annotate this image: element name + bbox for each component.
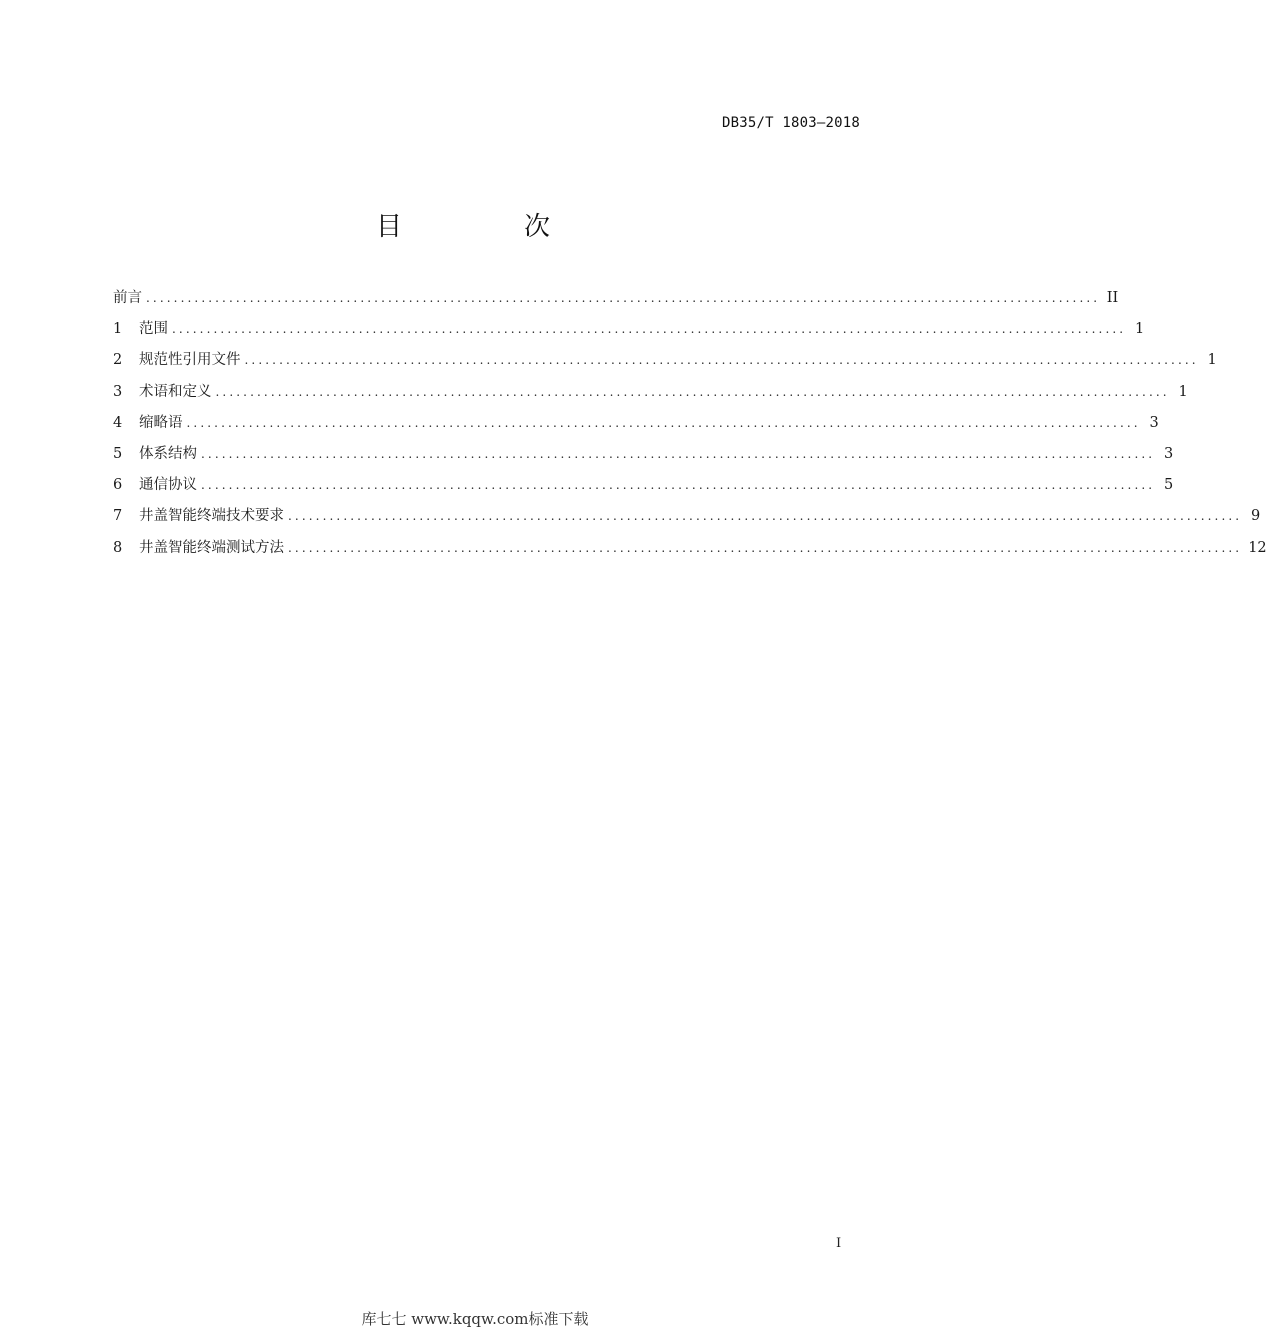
toc-entry-number: 1 bbox=[113, 321, 123, 338]
toc-entry-4[interactable] bbox=[113, 411, 1159, 442]
table-of-contents bbox=[113, 286, 1267, 567]
toc-entry-label: 通信协议 bbox=[139, 477, 197, 494]
toc-entry-foreword[interactable] bbox=[113, 286, 1119, 317]
toc-entry-label: 前言 bbox=[113, 290, 142, 306]
toc-title: 目 次 bbox=[375, 212, 598, 242]
toc-entry-label: 缩略语 bbox=[139, 414, 183, 431]
standard-code: DB35/T 1803—2018 bbox=[721, 115, 860, 131]
dot-leader: .......................................................................................................................................... bbox=[201, 446, 1156, 461]
toc-entry-page: 12 bbox=[1248, 539, 1267, 556]
toc-entry-8[interactable] bbox=[113, 536, 1267, 567]
dot-leader: .......................................................................................................................................... bbox=[146, 291, 1101, 305]
toc-entry-number: 6 bbox=[113, 477, 123, 494]
dot-leader: .......................................................................................................................................... bbox=[288, 540, 1243, 555]
toc-entry-page: 3 bbox=[1163, 445, 1174, 462]
dot-leader: .......................................................................................................................................... bbox=[215, 384, 1170, 399]
toc-entry-5[interactable] bbox=[113, 442, 1174, 473]
footer-watermark: 库七七 www.kqqw.com标准下载 bbox=[361, 1310, 589, 1328]
toc-entry-number: 8 bbox=[113, 539, 123, 556]
toc-entry-page: 1 bbox=[1178, 383, 1188, 400]
toc-entry-7[interactable] bbox=[113, 504, 1261, 535]
toc-entry-label: 体系结构 bbox=[139, 445, 197, 462]
toc-entry-6[interactable] bbox=[113, 473, 1174, 504]
dot-leader: .......................................................................................................................................... bbox=[186, 415, 1141, 430]
toc-entry-page: 3 bbox=[1149, 414, 1159, 431]
dot-leader: .......................................................................................................................................... bbox=[244, 353, 1199, 368]
toc-entry-page: 1 bbox=[1207, 352, 1217, 369]
toc-entry-1[interactable] bbox=[113, 317, 1145, 348]
toc-entry-label: 井盖智能终端技术要求 bbox=[139, 508, 284, 525]
dot-leader: .......................................................................................................................................... bbox=[288, 509, 1243, 524]
toc-entry-label: 规范性引用文件 bbox=[139, 352, 241, 369]
toc-entry-page: 5 bbox=[1163, 477, 1174, 494]
toc-entry-number: 4 bbox=[113, 414, 123, 431]
toc-entry-3[interactable] bbox=[113, 380, 1188, 411]
toc-entry-page: 9 bbox=[1250, 508, 1261, 525]
toc-entry-number: 2 bbox=[113, 352, 123, 369]
dot-leader: .......................................................................................................................................... bbox=[201, 478, 1156, 493]
page-number: I bbox=[836, 1236, 842, 1251]
toc-entry-page: II bbox=[1106, 290, 1119, 306]
toc-entry-number: 7 bbox=[113, 508, 123, 525]
toc-entry-label: 术语和定义 bbox=[139, 383, 212, 400]
toc-entry-label: 井盖智能终端测试方法 bbox=[139, 539, 284, 556]
toc-entry-2[interactable] bbox=[113, 348, 1217, 379]
toc-entry-number: 5 bbox=[113, 445, 123, 462]
toc-entry-page: 1 bbox=[1134, 321, 1145, 338]
dot-leader: .......................................................................................................................................... bbox=[172, 322, 1127, 337]
toc-entry-label: 范围 bbox=[139, 321, 168, 338]
toc-entry-number: 3 bbox=[113, 383, 123, 400]
